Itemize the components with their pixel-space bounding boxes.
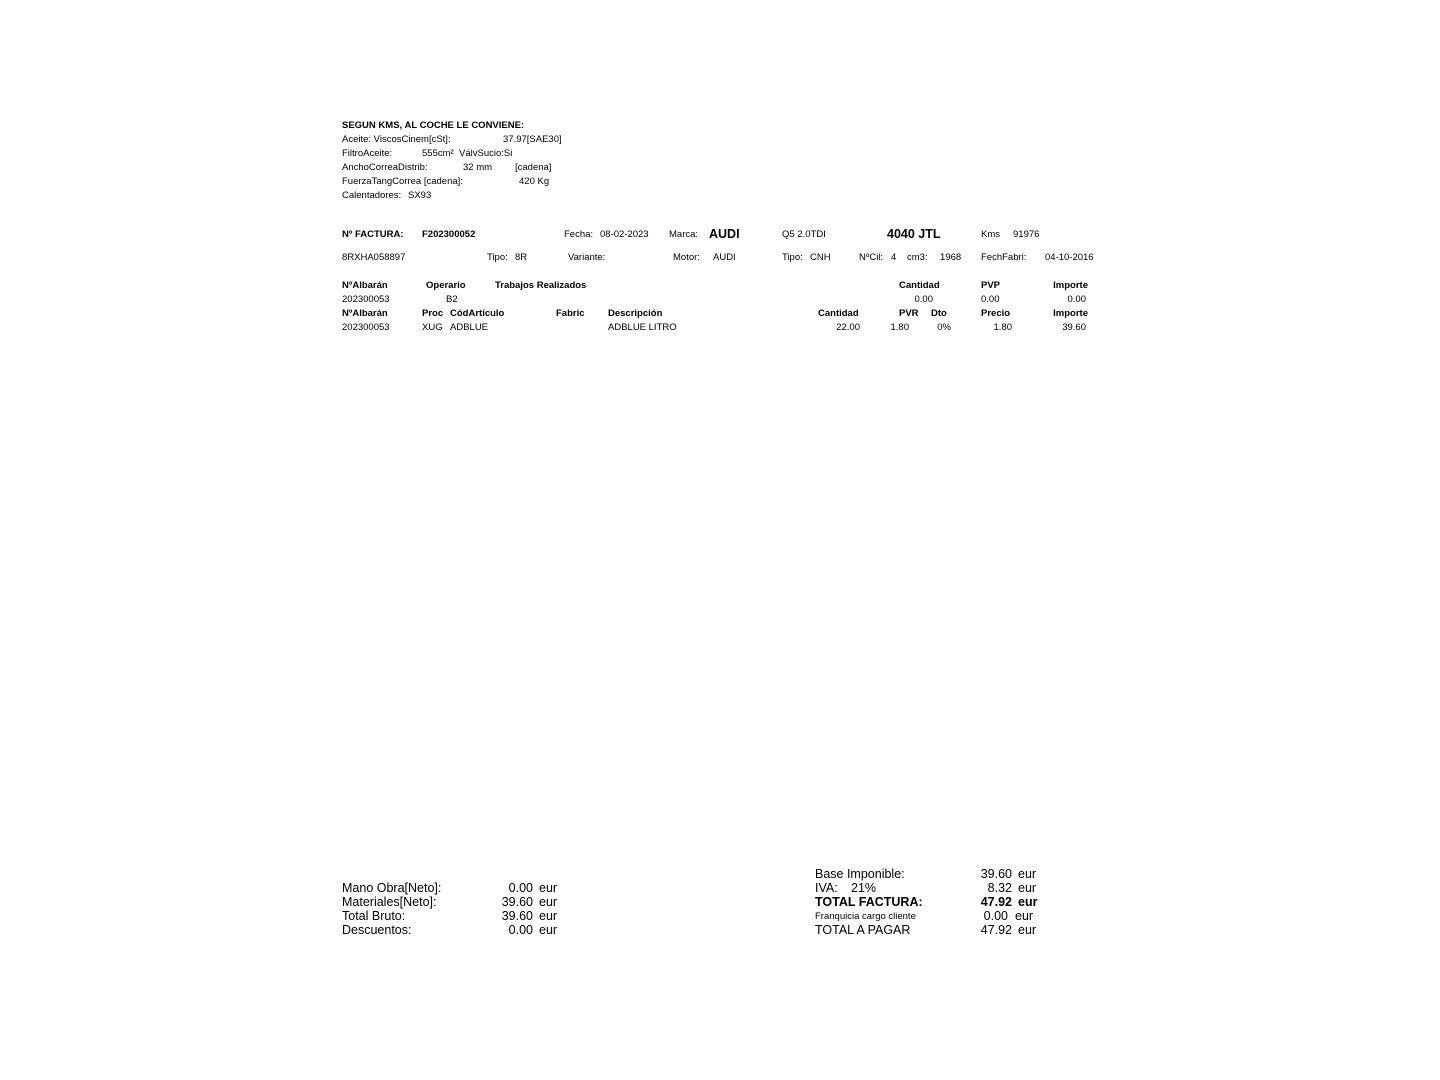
mat-row-descripcion: ADBLUE LITRO — [608, 322, 677, 333]
fecha-label: Fecha: — [564, 229, 594, 240]
summary-total-bruto-label: Total Bruto: — [342, 909, 406, 923]
cm3-label: cm3: — [907, 252, 928, 263]
labor-header-operario: Operario — [426, 280, 466, 291]
bastidor: 8RXHA058897 — [342, 252, 406, 263]
summary-mano-obra-unit: eur — [539, 881, 558, 895]
mat-row-precio: 1.80 — [993, 322, 1012, 333]
total-factura-unit: eur — [1018, 895, 1038, 909]
tipo2-value: CNH — [810, 252, 831, 263]
labor-row-cantidad: 0.00 — [914, 294, 933, 305]
mat-header-fabric: Fabric — [556, 308, 585, 319]
summary-descuentos-label: Descuentos: — [342, 923, 412, 937]
ancho-label: AnchoCorreaDistrib: — [342, 162, 428, 173]
fuerza-label: FuerzaTangCorrea [cadena]: — [342, 176, 463, 187]
total-a-pagar-value: 47.92 — [980, 923, 1012, 937]
variante-label: Variante: — [568, 252, 606, 263]
summary-total-bruto-unit: eur — [539, 909, 558, 923]
kms-label: Kms — [981, 229, 1000, 240]
labor-row-operario: B2 — [446, 294, 458, 305]
labor-header-importe: Importe — [1053, 280, 1088, 291]
mat-header-importe: Importe — [1053, 308, 1088, 319]
marca-label: Marca: — [669, 229, 699, 240]
labor-header-trabajos: Trabajos Realizados — [495, 280, 587, 291]
labor-header-albaran: NºAlbarán — [342, 280, 388, 291]
summary-mano-obra-label: Mano Obra[Neto]: — [342, 881, 442, 895]
mat-row-cantidad: 22.00 — [836, 322, 860, 333]
mat-row-pvr: 1.80 — [890, 322, 909, 333]
fuerza-value: 420 Kg — [519, 176, 550, 187]
summary-descuentos-value: 0.00 — [508, 923, 533, 937]
iva-label: IVA: — [815, 881, 838, 895]
mat-header-dto: Dto — [931, 308, 947, 319]
iva-unit: eur — [1018, 881, 1037, 895]
motor-value: AUDI — [713, 252, 736, 263]
aceite-value: 37.97[SAE30] — [503, 134, 562, 145]
invoice-number-label: Nº FACTURA: — [342, 229, 404, 240]
labor-row-importe: 0.00 — [1067, 294, 1086, 305]
filtro-label: FiltroAceite: — [342, 148, 393, 159]
total-a-pagar-unit: eur — [1018, 923, 1037, 937]
mat-header-pvr: PVR — [899, 308, 919, 319]
aceite-label: Aceite: ViscosCinem[cSt]: — [342, 134, 451, 145]
motor-label: Motor: — [673, 252, 700, 263]
summary-mano-obra-value: 0.00 — [508, 881, 533, 895]
mat-header-cantidad: Cantidad — [818, 308, 859, 319]
base-imponible-value: 39.60 — [980, 867, 1012, 881]
tipo-value: 8R — [515, 252, 528, 263]
summary-materiales-value: 39.60 — [501, 895, 533, 909]
modelo: Q5 2.0TDI — [782, 229, 826, 240]
ancho-note: [cadena] — [515, 162, 552, 173]
labor-header-pvp: PVP — [981, 280, 1001, 291]
invoice-number: F202300052 — [422, 229, 476, 240]
franquicia-unit: eur — [1015, 909, 1034, 923]
mat-header-codarticulo: CódArtículo — [450, 308, 505, 319]
mat-row-dto: 0% — [937, 322, 951, 333]
ncil-label: NºCil: — [859, 252, 884, 263]
summary-materiales-label: Materiales[Neto]: — [342, 895, 437, 909]
total-factura-label: TOTAL FACTURA: — [815, 895, 923, 909]
mat-header-precio: Precio — [981, 308, 1011, 319]
summary-materiales-unit: eur — [539, 895, 558, 909]
mat-header-proc: Proc — [422, 308, 444, 319]
total-factura-value: 47.92 — [980, 895, 1012, 909]
fechfabri-label: FechFabri: — [981, 252, 1027, 263]
labor-row-albaran: 202300053 — [342, 294, 390, 305]
base-imponible-label: Base Imponible: — [815, 867, 905, 881]
franquicia-value: 0.00 — [983, 909, 1008, 923]
fechfabri-value: 04-10-2016 — [1045, 252, 1094, 263]
calentadores-label: Calentadores: — [342, 190, 402, 201]
labor-row-pvp: 0.00 — [981, 294, 1000, 305]
mat-row-codarticulo: ADBLUE — [450, 322, 489, 333]
summary-descuentos-unit: eur — [539, 923, 558, 937]
total-a-pagar-label: TOTAL A PAGAR — [815, 923, 911, 937]
kms-value: 91976 — [1013, 229, 1040, 240]
mat-header-descripcion: Descripción — [608, 308, 663, 319]
base-imponible-unit: eur — [1018, 867, 1037, 881]
summary-total-bruto-value: 39.60 — [501, 909, 533, 923]
mat-row-albaran: 202300053 — [342, 322, 390, 333]
labor-header-cantidad: Cantidad — [899, 280, 940, 291]
ancho-value: 32 mm — [463, 162, 493, 173]
iva-value: 8.32 — [987, 881, 1012, 895]
iva-rate: 21% — [851, 881, 877, 895]
valv-value: VálvSucio:Si — [459, 148, 513, 159]
mat-row-importe: 39.60 — [1062, 322, 1086, 333]
cm3-value: 1968 — [940, 252, 962, 263]
recommendation-title: SEGUN KMS, AL COCHE LE CONVIENE: — [342, 120, 525, 131]
calentadores-value: SX93 — [408, 190, 432, 201]
filtro-value: 555cm² — [422, 148, 454, 159]
franquicia-label: Franquicia cargo cliente — [815, 911, 916, 922]
mat-header-albaran: NºAlbarán — [342, 308, 388, 319]
tipo-label: Tipo: — [487, 252, 508, 263]
marca-value: AUDI — [709, 227, 740, 241]
fecha-value: 08-02-2023 — [600, 229, 649, 240]
tipo2-label: Tipo: — [782, 252, 803, 263]
mat-row-proc: XUG — [422, 322, 443, 333]
matricula: 4040 JTL — [887, 227, 941, 241]
ncil-value: 4 — [891, 252, 897, 263]
